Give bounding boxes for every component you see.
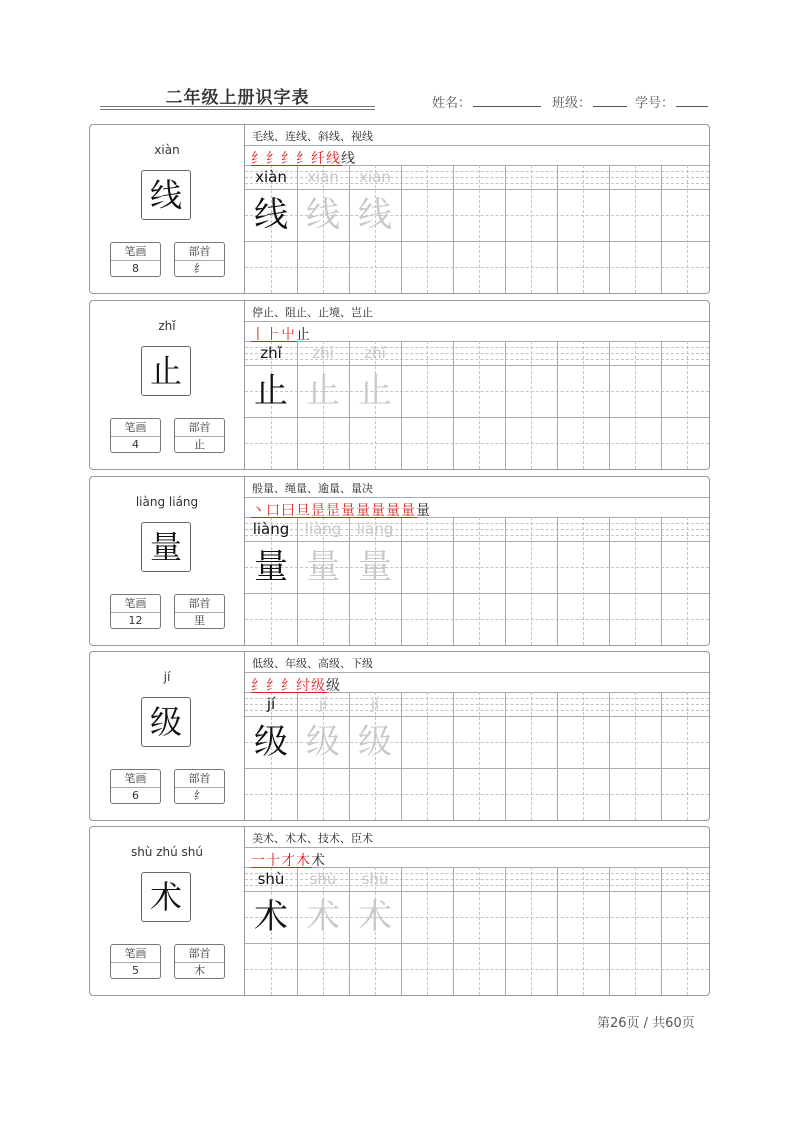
stroke-step: 纟	[266, 678, 281, 694]
radical-box	[174, 242, 225, 277]
character-info-panel	[90, 301, 245, 469]
pinyin-label: zhǐ	[158, 319, 176, 333]
radical-value: 里	[194, 614, 205, 627]
page-number: 第26页 / 共60页	[597, 1016, 695, 1031]
stroke-step: ⺊	[266, 327, 281, 343]
column-divider	[453, 341, 454, 469]
practice-pinyin: xiàn	[307, 168, 339, 186]
stroke-count-box	[110, 944, 161, 979]
radical-label: 部首	[175, 770, 224, 788]
name-field[interactable]	[432, 92, 541, 111]
stroke-step: 止	[296, 327, 311, 343]
column-midline	[531, 341, 532, 469]
practice-pinyin: liàng	[252, 520, 290, 538]
row-divider	[245, 768, 709, 769]
stroke-step: 纟	[251, 151, 266, 167]
column-divider	[557, 165, 558, 293]
radical-label: 部首	[175, 243, 224, 261]
stroke-count-value: 6	[132, 789, 139, 802]
row-divider	[245, 943, 709, 944]
stroke-count-label: 笔画	[111, 419, 160, 437]
character-info-panel	[90, 477, 245, 645]
row-divider	[245, 497, 709, 498]
character-box: 级	[141, 697, 191, 747]
practice-pinyin: shù	[309, 870, 337, 888]
practice-panel	[245, 301, 709, 469]
row-divider	[245, 341, 709, 342]
column-midline	[583, 341, 584, 469]
practice-char: 级	[254, 722, 288, 762]
column-divider	[661, 517, 662, 645]
stroke-step: 量	[341, 503, 356, 519]
stroke-count-value: 5	[132, 964, 139, 977]
column-midline	[583, 165, 584, 293]
stroke-underline	[251, 341, 297, 342]
column-midline	[531, 867, 532, 995]
column-divider	[453, 867, 454, 995]
practice-char: 术	[254, 897, 288, 937]
column-midline	[479, 517, 480, 645]
row-divider	[245, 716, 709, 717]
character-card	[89, 124, 710, 294]
number-blank[interactable]	[676, 94, 708, 107]
class-blank[interactable]	[593, 94, 627, 107]
column-midline	[479, 692, 480, 820]
stroke-step: 线	[326, 151, 341, 167]
column-divider	[609, 867, 610, 995]
stroke-count-label: 笔画	[111, 770, 160, 788]
stroke-step: 纟	[266, 151, 281, 167]
practice-panel	[245, 652, 709, 820]
example-words: 美术、术术、技术、臣术	[252, 832, 373, 845]
column-divider	[401, 867, 402, 995]
practice-pinyin: jí	[370, 695, 380, 713]
stroke-step: 纟	[296, 151, 311, 167]
stroke-step: 一	[251, 853, 266, 869]
column-midline	[635, 341, 636, 469]
column-divider	[505, 341, 506, 469]
radical-value: 纟	[194, 789, 205, 802]
column-midline	[687, 165, 688, 293]
stroke-step: 术	[311, 853, 326, 869]
stroke-step: 纤	[311, 151, 326, 167]
column-divider	[557, 692, 558, 820]
column-midline	[687, 692, 688, 820]
character-card	[89, 651, 710, 821]
stroke-count-value: 12	[128, 614, 143, 627]
grid-midline	[245, 969, 709, 970]
row-divider	[245, 593, 709, 594]
practice-pinyin: liàng	[356, 520, 394, 538]
radical-value: 纟	[194, 262, 205, 275]
character-box: 术	[141, 872, 191, 922]
radical-label: 部首	[175, 945, 224, 963]
stroke-step: 木	[296, 853, 311, 869]
column-divider	[609, 341, 610, 469]
row-divider	[245, 541, 709, 542]
stroke-underline	[251, 517, 417, 518]
practice-pinyin: xiàn	[255, 168, 287, 186]
stroke-step: 量	[401, 503, 416, 519]
practice-char: 量	[254, 547, 288, 587]
stroke-count-box	[110, 594, 161, 629]
practice-char: 术	[358, 897, 392, 937]
column-divider	[609, 517, 610, 645]
stroke-step: 级	[326, 678, 341, 694]
practice-char: 量	[306, 547, 340, 587]
radical-label: 部首	[175, 419, 224, 437]
stroke-underline	[251, 165, 342, 166]
column-midline	[635, 165, 636, 293]
column-divider	[609, 692, 610, 820]
practice-char: 量	[358, 547, 392, 587]
radical-value: 木	[194, 964, 205, 977]
column-divider	[557, 341, 558, 469]
column-divider	[401, 341, 402, 469]
pinyin-label: liàng liáng	[135, 495, 199, 509]
column-midline	[427, 867, 428, 995]
practice-panel	[245, 125, 709, 293]
practice-pinyin: shù	[257, 870, 285, 888]
row-divider	[245, 847, 709, 848]
practice-pinyin: zhǐ	[312, 344, 334, 362]
column-divider	[453, 692, 454, 820]
stroke-step: 丨	[251, 327, 266, 343]
column-divider	[453, 165, 454, 293]
practice-pinyin: jí	[318, 695, 328, 713]
practice-char: 止	[254, 371, 288, 411]
stroke-step: 屮	[281, 327, 296, 343]
stroke-step: 丶	[251, 503, 266, 519]
grid-midline	[245, 619, 709, 620]
character-card	[89, 826, 710, 996]
practice-char: 线	[306, 195, 340, 235]
radical-box	[174, 418, 225, 453]
class-label: 班级：	[552, 96, 592, 111]
radical-box	[174, 769, 225, 804]
stroke-step: 纣	[296, 678, 311, 694]
stroke-step: 量	[371, 503, 386, 519]
name-label: 姓名：	[432, 96, 472, 111]
column-midline	[687, 517, 688, 645]
practice-char: 级	[358, 722, 392, 762]
grid-midline	[245, 443, 709, 444]
column-midline	[583, 517, 584, 645]
example-words: 毛线、连线、斜线、视线	[252, 130, 373, 143]
class-field[interactable]	[552, 92, 627, 111]
column-midline	[583, 692, 584, 820]
practice-char: 术	[306, 897, 340, 937]
row-divider	[245, 417, 709, 418]
column-divider	[505, 867, 506, 995]
pinyin-label: shù zhú shú	[130, 845, 204, 859]
row-divider	[245, 145, 709, 146]
column-divider	[609, 165, 610, 293]
character-info-panel	[90, 125, 245, 293]
column-divider	[401, 165, 402, 293]
column-divider	[557, 867, 558, 995]
stroke-count-value: 8	[132, 262, 139, 275]
radical-value: 止	[194, 438, 205, 451]
column-midline	[531, 517, 532, 645]
character-box: 量	[141, 522, 191, 572]
column-midline	[635, 867, 636, 995]
character-card	[89, 476, 710, 646]
grid-midline	[245, 794, 709, 795]
radical-box	[174, 594, 225, 629]
column-divider	[661, 867, 662, 995]
column-divider	[505, 165, 506, 293]
column-divider	[401, 692, 402, 820]
column-midline	[479, 341, 480, 469]
grid-midline	[245, 267, 709, 268]
practice-pinyin: liàng	[304, 520, 342, 538]
name-blank[interactable]	[473, 94, 541, 107]
stroke-step: 纟	[281, 151, 296, 167]
stroke-step: 量	[386, 503, 401, 519]
stroke-step: 才	[281, 853, 296, 869]
column-midline	[635, 692, 636, 820]
column-midline	[427, 692, 428, 820]
column-divider	[453, 517, 454, 645]
character-info-panel	[90, 827, 245, 995]
stroke-count-value: 4	[132, 438, 139, 451]
stroke-step: 口	[266, 503, 281, 519]
row-divider	[245, 891, 709, 892]
practice-pinyin: zhǐ	[364, 344, 386, 362]
column-divider	[661, 692, 662, 820]
stroke-count-box	[110, 769, 161, 804]
practice-char: 级	[306, 722, 340, 762]
practice-pinyin: shù	[361, 870, 389, 888]
stroke-count-box	[110, 418, 161, 453]
stroke-count-label: 笔画	[111, 595, 160, 613]
student-number-field[interactable]	[635, 92, 708, 111]
column-divider	[505, 692, 506, 820]
row-divider	[245, 321, 709, 322]
example-words: 低级、年级、高级、下级	[252, 657, 373, 670]
column-divider	[661, 165, 662, 293]
column-midline	[687, 867, 688, 995]
practice-char: 止	[358, 371, 392, 411]
page-title: 二年级上册识字表	[165, 88, 310, 108]
practice-pinyin: zhǐ	[260, 344, 282, 362]
practice-panel	[245, 477, 709, 645]
pinyin-label: xiàn	[154, 143, 180, 157]
column-divider	[401, 517, 402, 645]
row-divider	[245, 241, 709, 242]
column-midline	[583, 867, 584, 995]
practice-pinyin: jí	[266, 695, 276, 713]
number-label: 学号：	[635, 96, 675, 111]
character-info-panel	[90, 652, 245, 820]
column-divider	[505, 517, 506, 645]
radical-box	[174, 944, 225, 979]
stroke-step: 旦	[296, 503, 311, 519]
column-midline	[687, 341, 688, 469]
row-divider	[245, 365, 709, 366]
stroke-step: 量	[416, 503, 431, 519]
stroke-step: 昰	[326, 503, 341, 519]
column-midline	[427, 165, 428, 293]
practice-char: 止	[306, 371, 340, 411]
practice-pinyin: xiàn	[359, 168, 391, 186]
practice-char: 线	[358, 195, 392, 235]
practice-panel	[245, 827, 709, 995]
example-words: 停止、阻止、止境、岂止	[252, 306, 373, 319]
character-box: 线	[141, 170, 191, 220]
stroke-underline	[251, 692, 327, 693]
stroke-underline	[251, 867, 312, 868]
column-midline	[427, 341, 428, 469]
stroke-step: 纟	[281, 678, 296, 694]
stroke-step: 昰	[311, 503, 326, 519]
practice-char: 线	[254, 195, 288, 235]
stroke-step: 曰	[281, 503, 296, 519]
row-divider	[245, 672, 709, 673]
column-midline	[635, 517, 636, 645]
radical-label: 部首	[175, 595, 224, 613]
pinyin-label: jí	[163, 670, 171, 684]
stroke-step: 十	[266, 853, 281, 869]
column-divider	[661, 341, 662, 469]
example-words: 般量、绳量、逾量、量决	[252, 482, 373, 495]
stroke-count-label: 笔画	[111, 243, 160, 261]
column-midline	[427, 517, 428, 645]
column-midline	[531, 692, 532, 820]
stroke-step: 级	[311, 678, 326, 694]
character-card	[89, 300, 710, 470]
row-divider	[245, 189, 709, 190]
title-rule	[100, 109, 375, 110]
column-divider	[557, 517, 558, 645]
column-midline	[479, 867, 480, 995]
stroke-step: 纟	[251, 678, 266, 694]
column-midline	[479, 165, 480, 293]
column-midline	[531, 165, 532, 293]
title-rule	[100, 106, 375, 107]
stroke-count-box	[110, 242, 161, 277]
stroke-step: 量	[356, 503, 371, 519]
character-box: 止	[141, 346, 191, 396]
stroke-count-label: 笔画	[111, 945, 160, 963]
stroke-step: 线	[341, 151, 356, 167]
